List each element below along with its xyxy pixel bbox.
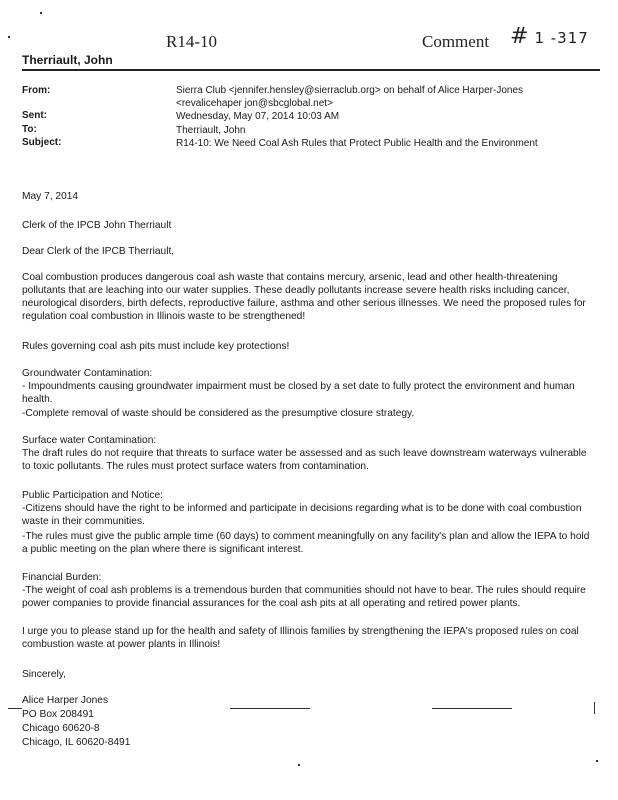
to-label: To:: [22, 124, 37, 135]
from-label: From:: [22, 85, 51, 96]
protections-line: Rules governing coal ash pits must include key protections!: [22, 341, 290, 352]
to-value: Therriault, John: [176, 125, 246, 136]
letter-salutation: Dear Clerk of the IPCB Therriault,: [22, 246, 175, 257]
from-value: [176, 84, 576, 110]
surface-water-text: The draft rules do not require that threats to surface water be assessed and as such leave downstream waterways vulnerable to toxic pollutants. The rules must protect surface waters from contamination.: [22, 448, 587, 472]
comment-number: [510, 24, 589, 49]
subject-label: Subject:: [22, 137, 62, 148]
financial-burden-text: -The weight of coal ash problems is a tremendous burden that communities should not have to bear. The rules should require power companies to provide financial assurances for the coal ash pits at all operating and retired power plants.: [22, 585, 586, 609]
letter-signoff: Sincerely,: [22, 669, 66, 680]
signature-name: Alice Harper Jones: [22, 695, 109, 706]
docket-number: R14-10: [166, 32, 217, 51]
comment-number-value: 1 -317: [534, 29, 589, 47]
scan-speck: [40, 12, 42, 14]
scan-mark-tick: [594, 702, 595, 714]
letter-date: May 7, 2014: [22, 191, 79, 202]
scan-speck: [8, 36, 10, 38]
scan-speck: [596, 760, 598, 762]
from-line-2: <revalicehaper jon@sbcglobal.net>: [176, 98, 333, 109]
public-participation-item-1: -Citizens should have the right to be informed and participate in decisions regarding what is to be done with coal combustion waste in their communities.: [22, 503, 582, 527]
signature-address-1: PO Box 208491: [22, 709, 94, 720]
groundwater-item-2: -Complete removal of waste should be considered as the presumptive closure strategy.: [22, 408, 415, 419]
sent-label: Sent:: [22, 110, 47, 121]
letter-addressee: Clerk of the IPCB John Therriault: [22, 220, 172, 231]
scan-mark-line: [8, 708, 22, 709]
financial-burden-heading: Financial Burden:: [22, 572, 102, 583]
groundwater-item-1: - Impoundments causing groundwater impairment must be closed by a set date to fully protect the environment and human health.: [22, 381, 575, 405]
groundwater-heading: Groundwater Contamination:: [22, 368, 153, 379]
blank-line: [432, 708, 512, 709]
recipient-name: Therriault, John: [22, 53, 113, 67]
comment-label: Comment: [422, 32, 490, 51]
scan-speck: [298, 764, 300, 766]
subject-value: R14-10: We Need Coal Ash Rules that Protect Public Health and the Environment: [176, 138, 538, 149]
public-participation-heading: Public Participation and Notice:: [22, 490, 164, 501]
hash-mark: #: [510, 24, 529, 49]
blank-line: [230, 708, 310, 709]
intro-paragraph: Coal combustion produces dangerous coal ash waste that contains mercury, arsenic, lead and other health-threatening pollutants that are leaching into our water supplies. These deadly pollutants increase severe health risks including cancer, neurological disorders, birth defects, reproductive failure, asthma and other serious illnesses. We need the proposed rules for regulation coal combustion in Illinois waste to be strengthened!: [22, 272, 586, 322]
surface-water-heading: Surface water Contamination:: [22, 435, 157, 446]
from-line-1: Sierra Club <jennifer.hensley@sierraclub.org> on behalf of Alice Harper-Jones: [176, 85, 524, 96]
closing-request: I urge you to please stand up for the health and safety of Illinois families by strengthening the IEPA's proposed rules on coal combustion waste at power plants in Illinois!: [22, 626, 579, 650]
header-divider: [22, 69, 600, 71]
signature-address-3: Chicago, IL 60620-8491: [22, 737, 131, 748]
signature-block: [22, 694, 594, 750]
public-participation-item-2: -The rules must give the public ample time (60 days) to comment meaningfully on any facility's plan and allow the IEPA to hold a public meeting on the plan where there is significant interest.: [22, 531, 590, 555]
signature-address-2: Chicago 60620-8: [22, 723, 100, 734]
sent-value: Wednesday, May 07, 2014 10:03 AM: [176, 111, 340, 122]
